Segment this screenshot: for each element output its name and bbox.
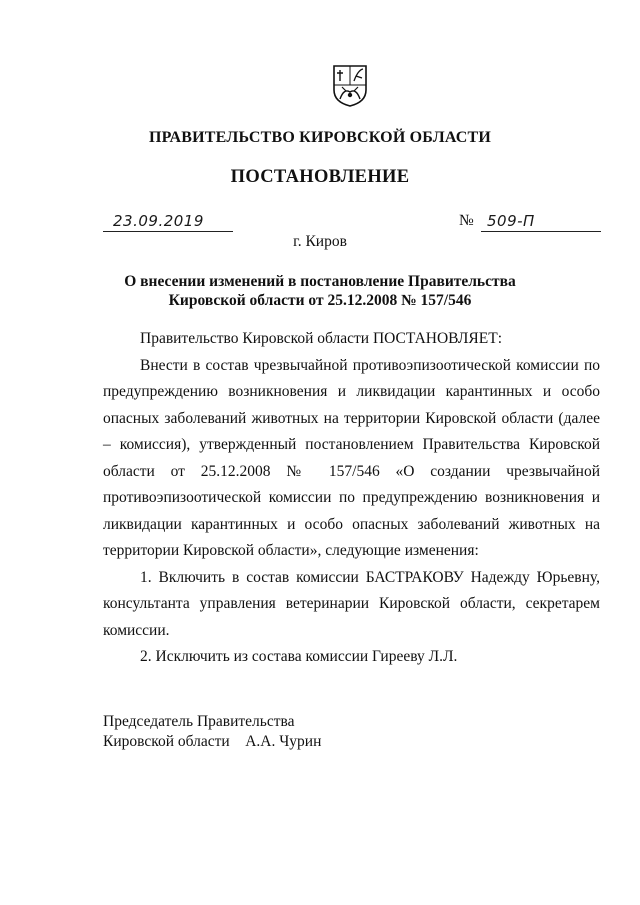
subject-line-1: О внесении изменений в постановление Правительства	[124, 273, 516, 290]
city-label: г. Киров	[293, 233, 347, 250]
date-field	[103, 207, 233, 232]
handwritten-date: 23.09.2019	[113, 212, 204, 230]
document-subject	[80, 272, 560, 310]
signature-block	[103, 712, 321, 752]
signature-position-line-1: Председатель Правительства	[103, 713, 295, 730]
item-2: 2. Исключить из состава комиссии Гирееву Л.Л.	[140, 648, 458, 665]
subject-line-2: Кировской области от 25.12.2008 № 157/546	[168, 292, 472, 309]
intro-paragraph: Внести в состав чрезвычайной противоэпизоотической комиссии по предупреждению возникновения и ликвидации карантинных и особо опасных заболеваний животных на территории Кировской области (далее – комиссия), утвержденный постановлением Правительства Кировской области от 25.12.2008 № 157/546 «О создании чрезвычайной противоэпизоотической комиссии по предупреждению возникновения и ликвидации карантинных и особо опасных заболеваний животных на территории Кировской области», следующие изменения:	[103, 356, 600, 559]
item-1: 1. Включить в состав комиссии БАСТРАКОВУ Надежду Юрьевну, консультанта управления ветеринарии Кировской области, секретарем комиссии.	[103, 568, 600, 639]
kirov-coat-of-arms-icon	[332, 64, 368, 108]
handwritten-number: 509-П	[487, 212, 535, 230]
government-title: ПРАВИТЕЛЬСТВО КИРОВСКОЙ ОБЛАСТИ	[148, 129, 492, 146]
number-label: №	[459, 212, 474, 229]
preamble: Правительство Кировской области ПОСТАНОВЛЯЕТ:	[140, 330, 503, 347]
signature-region: Кировской области	[103, 733, 230, 750]
document-body	[103, 326, 600, 671]
document-type: ПОСТАНОВЛЕНИЕ	[230, 167, 410, 187]
signature-position-line-2	[103, 732, 321, 752]
signatory-name: А.А. Чурин	[245, 733, 322, 750]
number-field	[481, 207, 601, 232]
